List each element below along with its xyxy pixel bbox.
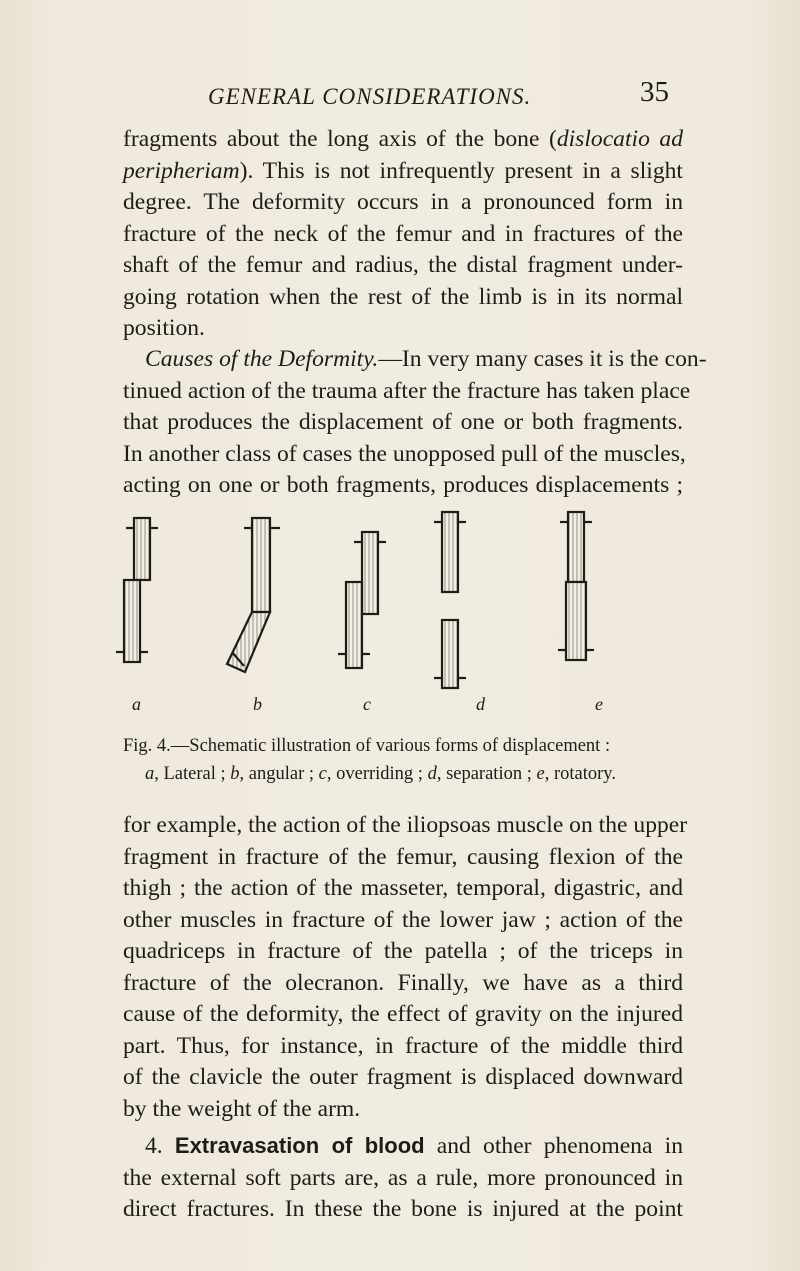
- text-line: degree. The deformity occurs in a pronounced form in: [123, 189, 683, 215]
- text-line: part. Thus, for instance, in fracture of the middle third: [123, 1032, 683, 1059]
- page-header: [0, 76, 800, 116]
- paragraph-1: [123, 124, 683, 345]
- figure-caption: [123, 732, 703, 788]
- displacement-diagram: [100, 504, 700, 744]
- paragraph-4: [123, 1130, 683, 1226]
- figure-4: [100, 504, 700, 744]
- paragraph-2: [123, 344, 707, 502]
- diagram-e-rotatory: [558, 512, 594, 660]
- text-line: peripheriam). This is not infrequently present in a slight: [123, 157, 683, 184]
- text-line: thigh ; the action of the masseter, temporal, digastric, and: [123, 875, 683, 901]
- text-line: by the weight of the arm.: [123, 1095, 361, 1122]
- text-line: In another class of cases the unopposed pull of the muscles,: [123, 440, 686, 467]
- text-line: fracture of the olecranon. Finally, we have as a third: [123, 969, 683, 996]
- text-line: going rotation when the rest of the limb is in its normal: [123, 283, 683, 310]
- text-line: Causes of the Deformity.—In very many cases it is the con-: [145, 346, 707, 372]
- text-line: tinued action of the trauma after the fracture has taken place: [123, 377, 691, 404]
- running-head: GENERAL CONSIDERATIONS.: [208, 84, 532, 109]
- text-line: quadriceps in fracture of the patella ; of the triceps in: [123, 938, 683, 964]
- text-line: for example, the action of the iliopsoas muscle on the upper: [123, 812, 688, 838]
- diagram-b-angular: [227, 518, 280, 672]
- diagram-c-overriding: [338, 532, 386, 668]
- caption-line-1: Fig. 4.—Schematic illustration of various forms of displacement :: [123, 736, 611, 756]
- text-line: acting on one or both fragments, produces displacements ;: [123, 472, 683, 498]
- diagram-d-separation: [434, 512, 466, 688]
- text-line: position.: [123, 315, 205, 341]
- text-line: that produces the displacement of one or both fragments.: [123, 409, 683, 435]
- fig-letter-d: d: [476, 694, 485, 714]
- fig-letter-b: b: [253, 694, 262, 714]
- diagram-a-lateral: [116, 518, 158, 662]
- text-line: other muscles in fracture of the lower jaw ; action of the: [123, 906, 683, 933]
- fig-letter-a: a: [132, 694, 141, 714]
- page-number: 35: [640, 76, 669, 108]
- section-heading-causes: Causes of the Deformity.: [145, 346, 379, 372]
- text-line: the external soft parts are, as a rule, more pronounced in: [123, 1164, 683, 1191]
- paragraph-3: [123, 810, 688, 1125]
- caption-line-2: a, Lateral ; b, angular ; c, overriding ; d, separation ; e, rotatory.: [145, 764, 616, 784]
- text-line: fracture of the neck of the femur and in fractures of the: [123, 220, 683, 247]
- text-line: shaft of the femur and radius, the distal fragment under-: [123, 252, 683, 278]
- text-line: 4. Extravasation of blood and other phenomena in: [145, 1133, 683, 1159]
- fig-letter-c: c: [363, 694, 371, 714]
- fig-letter-e: e: [595, 694, 603, 714]
- text-line: fragments about the long axis of the bone (dislocatio ad: [123, 126, 683, 152]
- section-heading-extravasation: Extravasation of blood: [174, 1133, 425, 1158]
- text-line: direct fractures. In these the bone is injured at the point: [123, 1196, 683, 1222]
- text-line: fragment in fracture of the femur, causing flexion of the: [123, 843, 683, 870]
- text-line: cause of the deformity, the effect of gravity on the injured: [123, 1001, 683, 1027]
- text-line: of the clavicle the outer fragment is displaced downward: [123, 1064, 683, 1090]
